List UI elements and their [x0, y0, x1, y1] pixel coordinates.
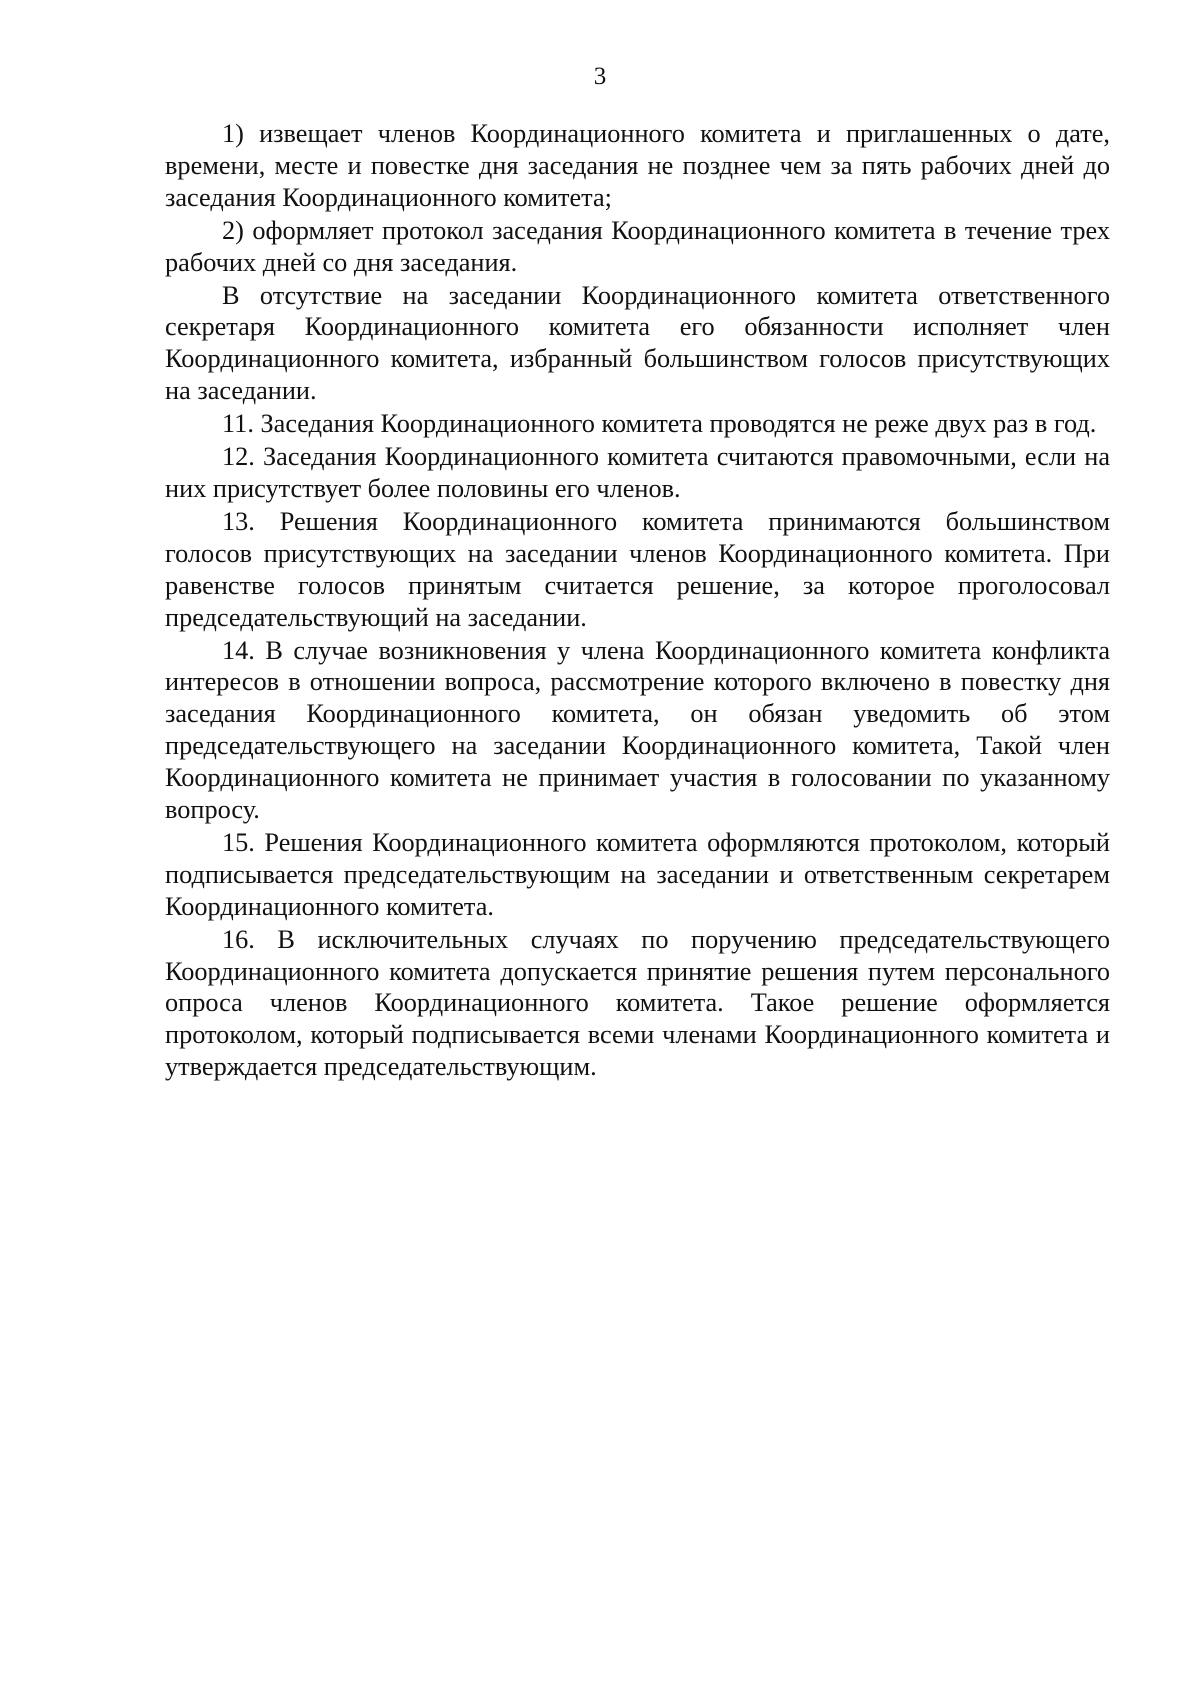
paragraph-item-12: 12. Заседания Координационного комитета считаются правомочными, если на них присутствует более половины его членов. [165, 442, 1110, 503]
paragraph-item-15: 15. Решения Координационного комитета оформляются протоколом, который подписывается председательствующим на заседании и ответственным секретарем Координационного комитета. [165, 827, 1110, 921]
paragraph-protocol-drafting: 2) оформляет протокол заседания Координационного комитета в течение трех рабочих дней со дня заседания. [165, 215, 1110, 277]
paragraph-item-16: 16. В исключительных случаях по поручению председательствующего Координационного комитета допускается принятие решения путем персонального опроса членов Координационного комитета. Такое решение оформляется протоколом, который подписывается всеми членами Координационного комитета и утверждается председательствующим. [165, 924, 1110, 1082]
page-number: 3 [593, 63, 607, 90]
document-body [165, 118, 1110, 1084]
paragraph-item-11: 11. Заседания Координационного комитета проводятся не реже двух раз в год. [222, 409, 1097, 439]
paragraph-item-14: 14. В случае возникновения у члена Координационного комитета конфликта интересов в отношении вопроса, рассмотрение которого включено в повестку дня заседания Координационного комитета, он обязан уведомить об этом председательствующего на заседании Координационного комитета, Такой член Координационного комитета не принимает участия в голосовании по указанному вопросу. [165, 635, 1110, 825]
paragraph-item-13: 13. Решения Координационного комитета принимаются большинством голосов присутствующих на заседании членов Координационного комитета. При равенстве голосов принятым считается решение, за которое проголосовал председательствующий на заседании. [165, 506, 1110, 632]
paragraph-notify-members: 1) извещает членов Координационного комитета и приглашенных о дате, времени, месте и повестке дня заседания не позднее чем за пять рабочих дней до заседания Координационного комитета; [165, 119, 1110, 212]
paragraph-secretary-absence: В отсутствие на заседании Координационного комитета ответственного секретаря Координационного комитета его обязанности исполняет член Координационного комитета, избранный большинством голосов присутствующих на заседании. [165, 280, 1110, 406]
